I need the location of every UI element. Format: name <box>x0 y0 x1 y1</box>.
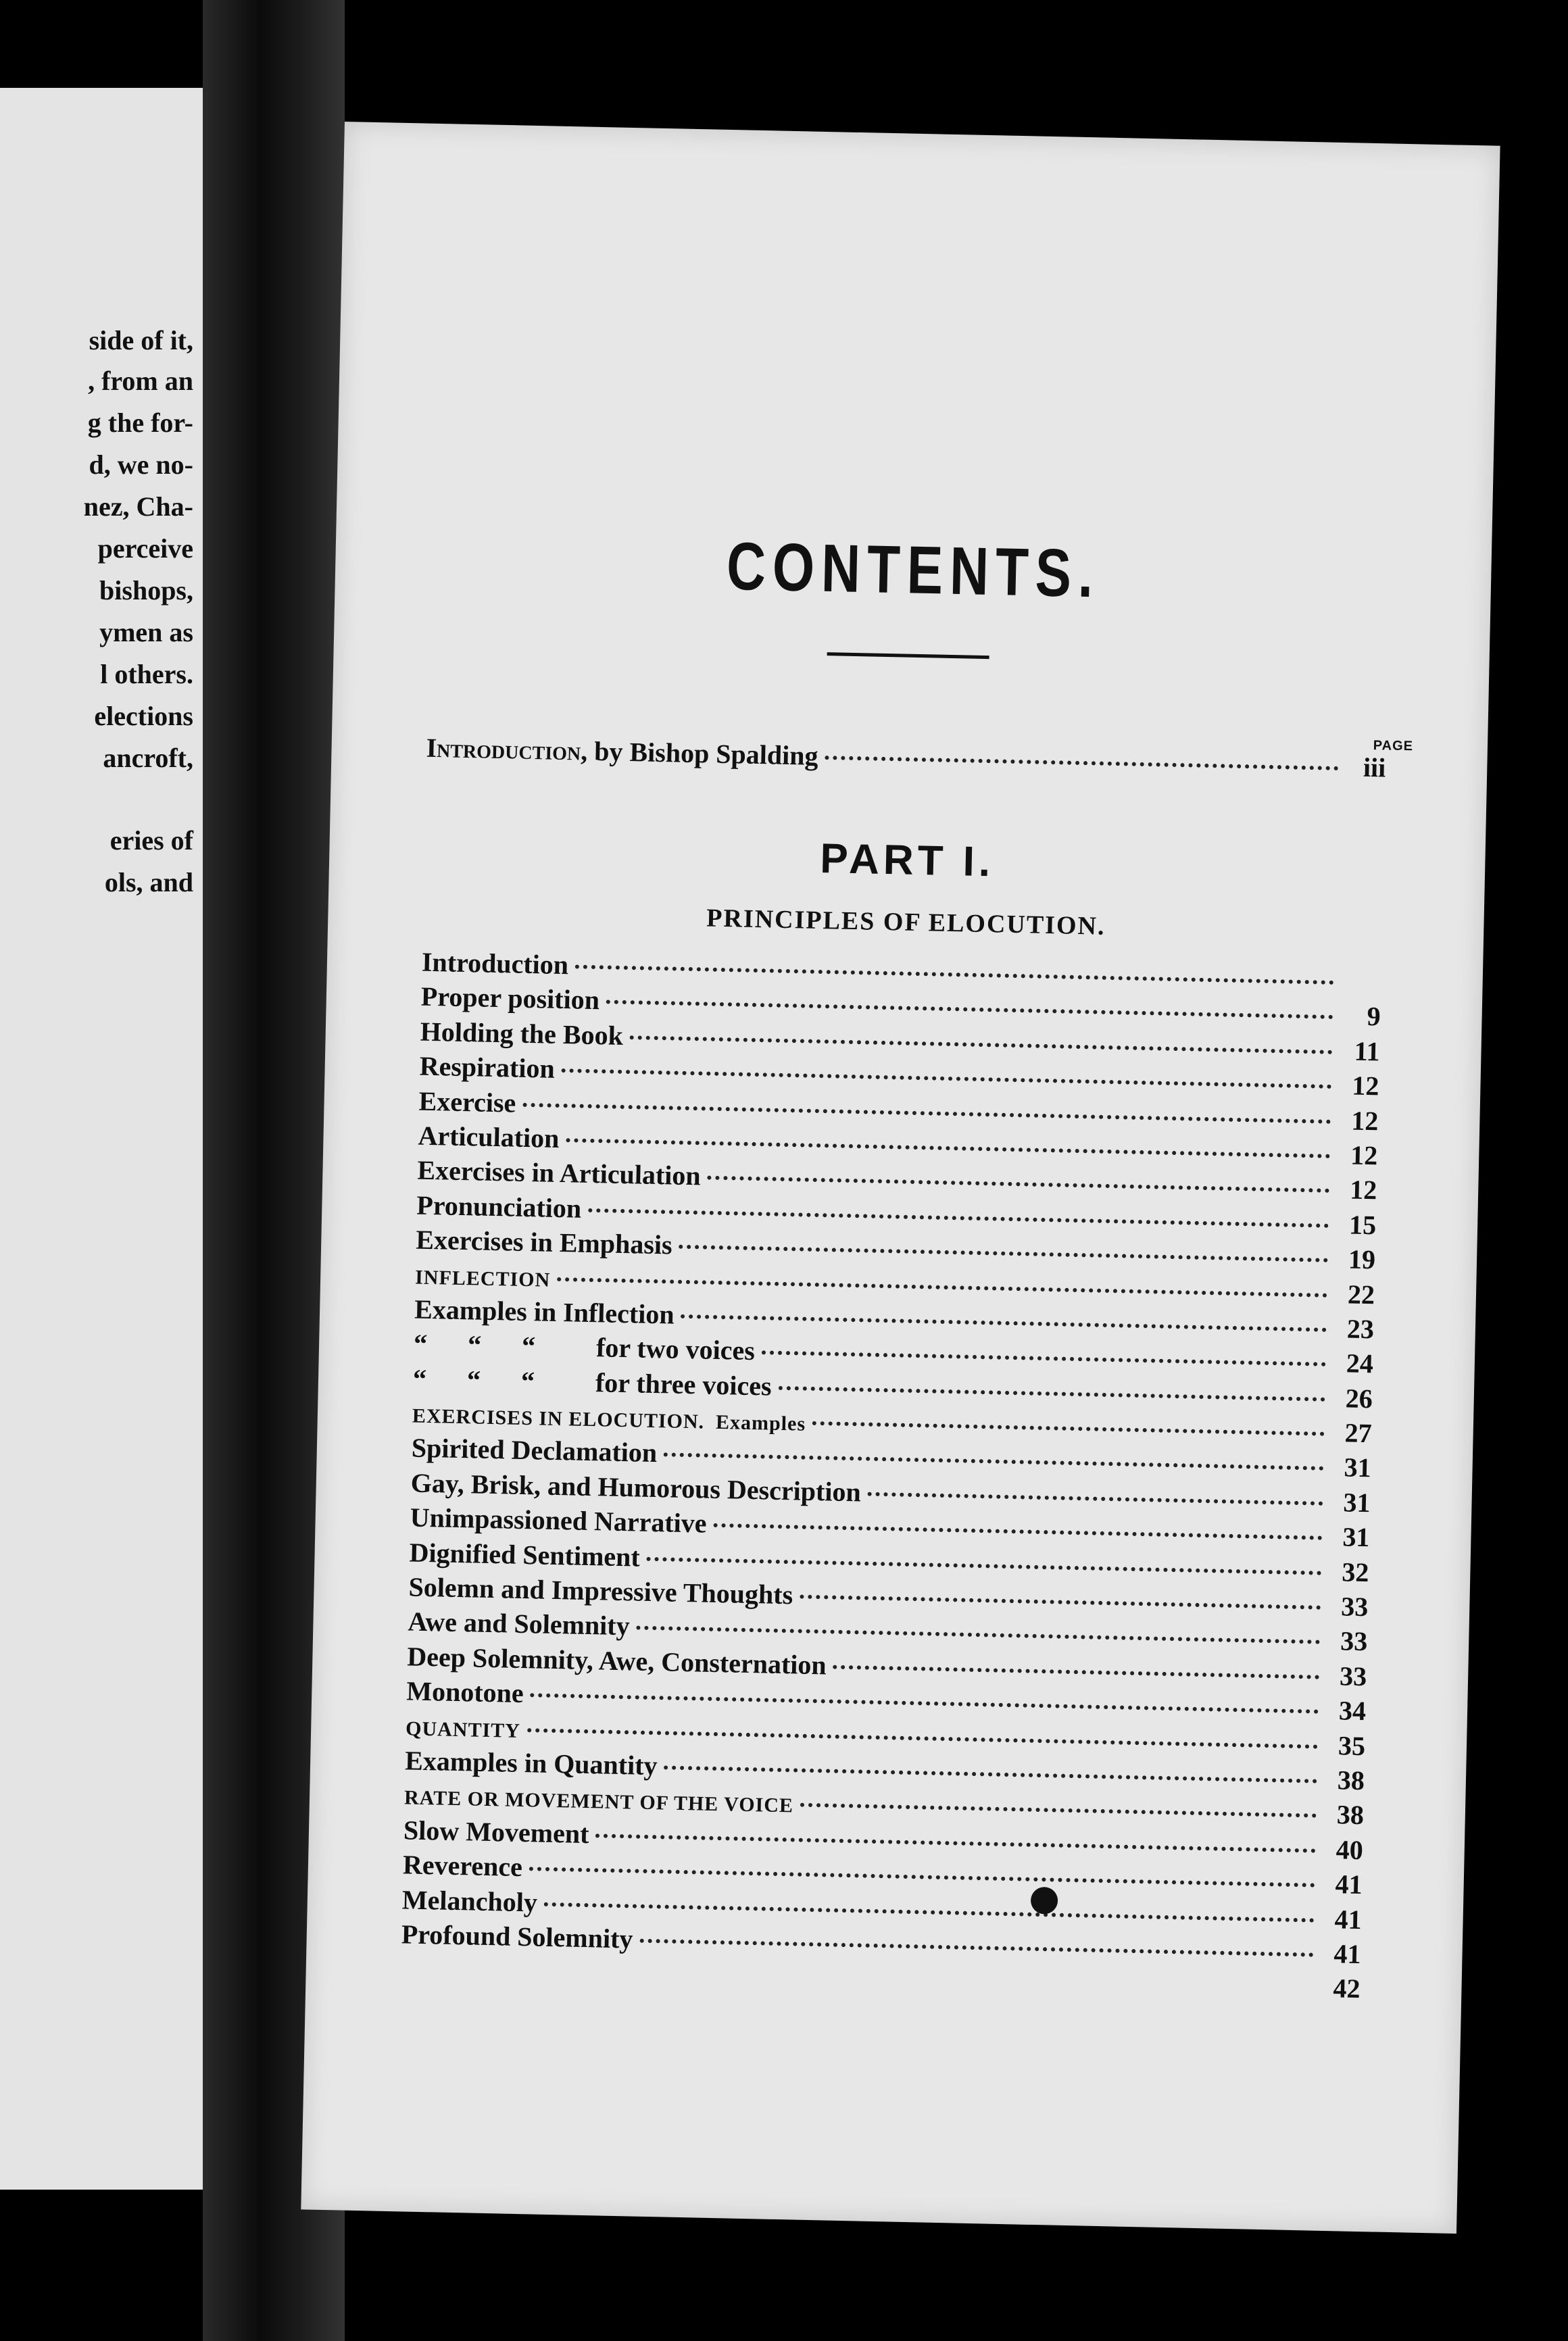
toc-entry-page: 12 <box>1350 1105 1379 1136</box>
toc-entry-page: 33 <box>1339 1660 1367 1692</box>
dot-leader <box>664 1765 1317 1783</box>
dot-leader <box>630 1035 1333 1054</box>
dot-leader <box>588 1208 1329 1228</box>
left-page-line: l others. <box>100 659 193 689</box>
dot-leader <box>679 1245 1329 1262</box>
toc-entry-label: Exercises in Articulation <box>417 1154 702 1191</box>
contents-title: CONTENTS. <box>726 528 1101 612</box>
toc-entry-label: Slow Movement <box>403 1815 589 1849</box>
dot-leader <box>531 1693 1319 1713</box>
toc-entry-page <box>1340 990 1381 991</box>
part-subtitle: PRINCIPLES OF ELOCUTION. <box>706 904 1106 941</box>
toc-entry-page: 26 <box>1345 1383 1373 1414</box>
title-rule <box>827 652 989 659</box>
dot-leader <box>708 1176 1330 1193</box>
dot-leader <box>557 1277 1327 1297</box>
toc-entry-label: Introduction <box>421 946 569 981</box>
toc-entry-label: Pronunciation <box>416 1189 582 1224</box>
left-page-line: ancroft, <box>103 743 193 773</box>
part-heading: PART I. <box>819 835 995 886</box>
toc-entry-page: 41 <box>1335 1869 1363 1900</box>
intro-entry <box>426 732 1386 784</box>
left-page-line: nez, Cha- <box>83 491 193 522</box>
toc-entry-label: Examples in Quantity <box>404 1745 658 1781</box>
toc-entry-page: 19 <box>1348 1243 1376 1275</box>
toc-entry-label: Exercises in Emphasis <box>415 1224 673 1260</box>
dot-leader <box>664 1453 1324 1471</box>
toc-entry-label: “ “ “ for three voices <box>412 1363 773 1402</box>
toc-entry-page: 15 <box>1348 1209 1377 1241</box>
dot-leader <box>529 1867 1315 1887</box>
dot-leader <box>606 1000 1333 1020</box>
toc-entry-label: Dignified Sentiment <box>409 1537 641 1573</box>
dot-leader <box>762 1351 1326 1366</box>
dot-leader <box>647 1556 1322 1575</box>
left-page-line: elections <box>94 701 193 731</box>
dot-leader <box>527 1728 1318 1749</box>
toc-entry-label: Articulation <box>418 1120 560 1154</box>
toc-entry-page: 41 <box>1333 1938 1362 1970</box>
toc-entry-page: 42 <box>1333 1973 1361 2004</box>
left-page-line: bishops, <box>99 575 193 606</box>
left-page-line: ymen as <box>99 617 193 647</box>
left-page-line: d, we no- <box>89 449 193 480</box>
dot-leader <box>833 1665 1320 1679</box>
left-page-line: eries of <box>109 825 193 856</box>
toc-entry-page: 38 <box>1336 1799 1365 1831</box>
toc-entry-page: 9 <box>1367 1001 1381 1032</box>
toc-entry-label: Holding the Book <box>420 1016 624 1051</box>
toc-entry-label: Respiration <box>419 1050 556 1084</box>
toc-entry-label: Awe and Solemnity <box>408 1606 631 1642</box>
toc-entry-page: 22 <box>1347 1278 1375 1310</box>
dot-leader <box>637 1626 1321 1644</box>
dot-leader <box>595 1833 1315 1852</box>
toc-list <box>400 945 1381 2006</box>
toc-entry-label: Spirited Declamation <box>411 1432 658 1469</box>
left-page-line: side of it, <box>89 325 193 355</box>
dot-leader <box>575 964 1334 985</box>
dot-leader <box>800 1803 1317 1818</box>
toc-entry-page: 41 <box>1334 1903 1363 1935</box>
toc-entry-label: Examples in Inflection <box>414 1293 675 1330</box>
toc-entry-page: 27 <box>1344 1417 1373 1449</box>
toc-entry-label: Reverence <box>402 1849 523 1883</box>
left-page-line: perceive <box>97 533 193 564</box>
dot-leader <box>713 1523 1322 1540</box>
dot-leader <box>639 1939 1313 1957</box>
toc-entry-page: 35 <box>1338 1729 1366 1761</box>
toc-entry-label: Gay, Brisk, and Humorous Description <box>410 1467 862 1508</box>
toc-entry-page: 12 <box>1349 1174 1377 1206</box>
page-column-label: PAGE <box>1373 738 1414 754</box>
toc-entry-label: INFLECTION <box>414 1266 551 1291</box>
toc-entry-page: 38 <box>1337 1765 1365 1796</box>
toc-entry-label: Proper position <box>420 981 600 1016</box>
contents-page <box>301 122 1500 2234</box>
toc-entry-page: 34 <box>1338 1695 1367 1727</box>
dot-leader <box>681 1314 1327 1332</box>
toc-entry-label: Solemn and Impressive Thoughts <box>408 1571 793 1610</box>
dot-leader <box>562 1068 1332 1089</box>
toc-entry-page: 24 <box>1346 1348 1374 1379</box>
toc-entry-page: 31 <box>1344 1452 1372 1483</box>
dot-leader <box>566 1138 1330 1158</box>
toc-entry-page: 32 <box>1341 1556 1369 1587</box>
intro-entry-label: Introduction <box>426 732 581 766</box>
toc-entry-page: 23 <box>1346 1313 1375 1345</box>
left-page-line: g the for- <box>87 408 193 438</box>
toc-entry-label: RATE OR MOVEMENT OF THE VOICE <box>403 1786 794 1817</box>
left-page-line: , from an <box>88 366 193 396</box>
toc-entry-label: Melancholy <box>401 1883 538 1918</box>
toc-entry-label: Deep Solemnity, Awe, Consternation <box>406 1641 827 1681</box>
toc-entry-label: Monotone <box>406 1675 524 1709</box>
dot-leader <box>800 1595 1321 1610</box>
toc-entry-label: “ “ “ for two voices <box>413 1328 756 1366</box>
intro-entry-suffix: , by Bishop Spalding <box>580 735 818 771</box>
toc-entry-label: Exercise <box>418 1085 516 1118</box>
dot-leader <box>868 1492 1323 1506</box>
toc-entry-page: 31 <box>1343 1487 1371 1519</box>
dot-leader <box>522 1102 1331 1123</box>
toc-entry-label: Profound Solemnity <box>401 1919 633 1954</box>
toc-entry-page: 40 <box>1336 1834 1364 1865</box>
dot-leader <box>825 756 1338 770</box>
toc-entry-label: QUANTITY <box>405 1717 521 1742</box>
left-page-line: ols, and <box>104 867 193 897</box>
intro-entry-page: iii <box>1363 751 1386 783</box>
toc-entry-page: 12 <box>1350 1139 1378 1171</box>
dot-leader <box>544 1902 1315 1922</box>
dot-leader <box>812 1421 1325 1436</box>
dot-leader <box>778 1386 1325 1402</box>
toc-entry-page: 12 <box>1351 1070 1379 1102</box>
toc-entry-label: EXERCISES IN ELOCUTION. Examples <box>412 1404 806 1435</box>
toc-entry-page: 33 <box>1340 1625 1368 1657</box>
toc-entry-page: 11 <box>1354 1035 1380 1067</box>
toc-entry-label: Unimpassioned Narrative <box>410 1502 708 1539</box>
toc-entry-page: 33 <box>1340 1591 1369 1623</box>
left-page <box>0 88 205 2190</box>
toc-entry-page: 31 <box>1342 1521 1370 1553</box>
